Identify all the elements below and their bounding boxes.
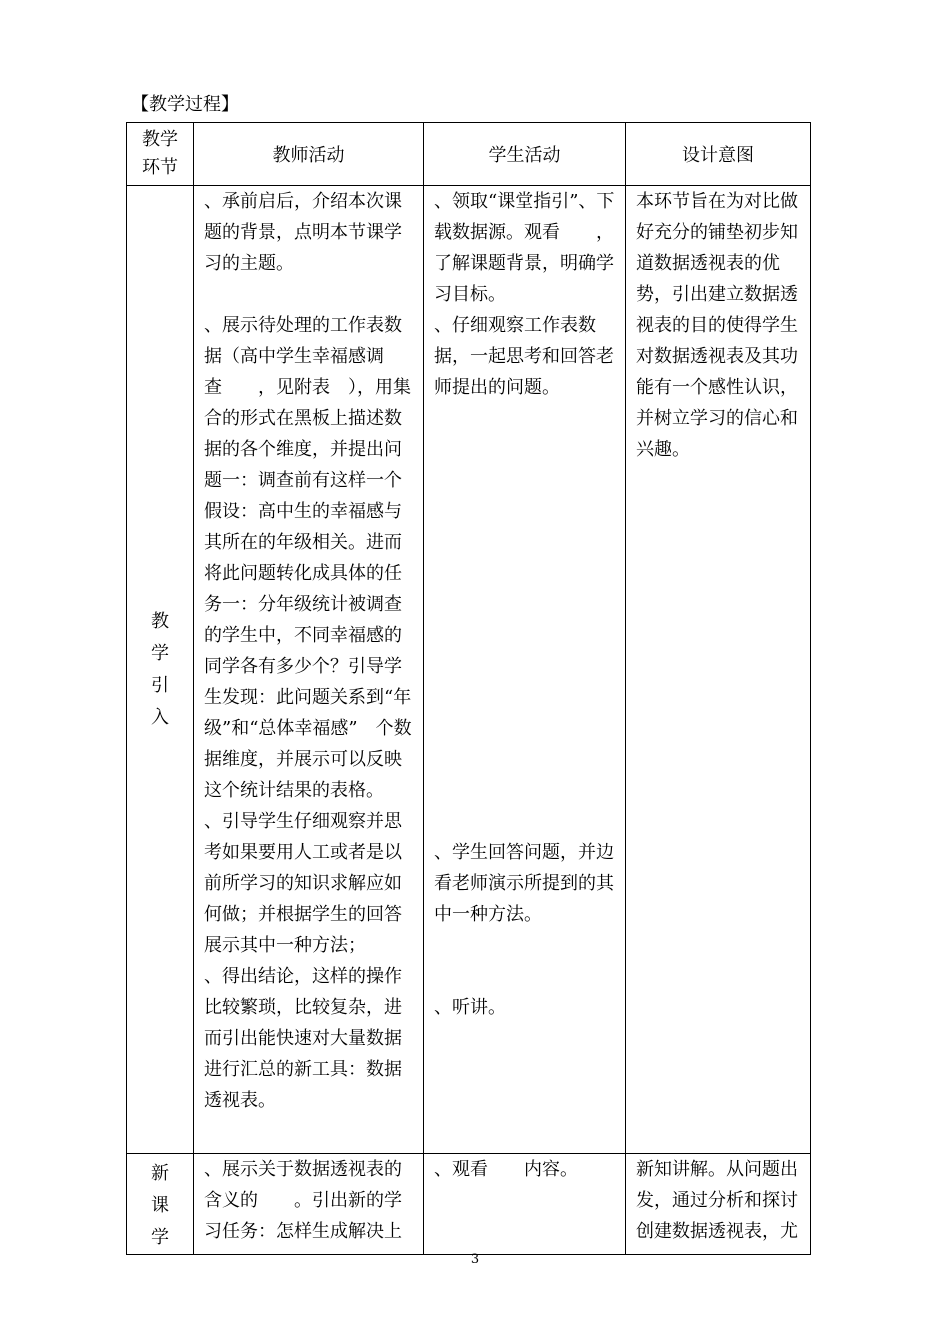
teacher-activity-2: 、展示待处理的工作表数据（高中学生幸福感调查 ，见附表 ），用集合的形式在黑板上描述数据的各个维度，并提出问题一：调查前有这样一个假设：高中生的幸福感与其所在的年级相关。进而将此问题转化成具体的任务一：分年级统计被调查的学生中，不同幸福感的同学各有多少个？引导学生发现：此问题关系到“年级”和“总体幸福感” 个数据维度，并展示可以反映这个统计结果的表格。: [204, 315, 412, 801]
student-activity-3: 、学生回答问题，并边看老师演示所提到的其中一种方法。: [434, 842, 614, 925]
stage-cell-new-lesson: [127, 1154, 194, 1255]
stage-char: 入: [151, 706, 169, 728]
page-number: 3: [470, 1252, 480, 1267]
stage-char: 学: [151, 1227, 169, 1248]
stage-char: 新: [151, 1163, 169, 1184]
design-intent-cell: [626, 1154, 811, 1255]
stage-char: 学: [151, 642, 169, 664]
student-activity-cell: [424, 1154, 626, 1255]
teacher-activity-cell: [194, 186, 424, 1154]
stage-cell-intro: [127, 186, 194, 1154]
header-stage-line-1: 教学: [142, 129, 178, 150]
student-activity-5: 、观看 内容。: [434, 1159, 578, 1180]
student-activity-2: 、仔细观察工作表数据，一起思考和回答老师提出的问题。: [434, 315, 614, 398]
table-header-row: [127, 123, 811, 186]
teacher-activity-3: 、引导学生仔细观察并思考如果要用人工或者是以前所学习的知识求解应如何做；并根据学生的回答展示其中一种方法；: [204, 811, 402, 956]
design-intent-cell: [626, 186, 811, 1154]
student-activity-1: 、领取“课堂指引”、下载数据源。观看 ，了解课题背景，明确学习目标。: [434, 191, 615, 305]
stage-char: 引: [151, 674, 169, 696]
table-row-intro: [127, 186, 811, 1154]
teacher-activity-cell: [194, 1154, 424, 1255]
section-heading: 【教学过程】: [131, 94, 239, 115]
header-stage: [127, 123, 194, 186]
header-stage-line-2: 环节: [142, 157, 178, 178]
stage-char: 教: [151, 610, 169, 632]
teacher-activity-1: 、承前启后，介绍本次课题的背景，点明本节课学习的主题。: [204, 191, 402, 274]
design-intent-1: 本环节旨在为对比做好充分的铺垫初步知道数据透视表的优势，引出建立数据透视表的目的使得学生对数据透视表及其功能有一个感性认识，并树立学习的信心和兴趣。: [636, 191, 798, 460]
teacher-activity-4: 、得出结论，这样的操作比较繁琐，比较复杂，进而引出能快速对大量数据进行汇总的新工具：数据透视表。: [204, 966, 402, 1111]
student-activity-cell: [424, 186, 626, 1154]
teacher-activity-5: 、展示关于数据透视表的含义的 。引出新的学习任务：怎样生成解决上: [204, 1159, 402, 1242]
lesson-process-table: [126, 122, 811, 1255]
stage-char: 课: [151, 1195, 169, 1216]
student-activity-4: 、听讲。: [434, 997, 506, 1018]
header-teacher: 教师活动: [194, 123, 424, 186]
header-intent: 设计意图: [626, 123, 811, 186]
table-row-new-lesson: [127, 1154, 811, 1255]
header-student: 学生活动: [424, 123, 626, 186]
design-intent-2: 新知讲解。从问题出发，通过分析和探讨创建数据透视表，尤: [636, 1159, 798, 1242]
